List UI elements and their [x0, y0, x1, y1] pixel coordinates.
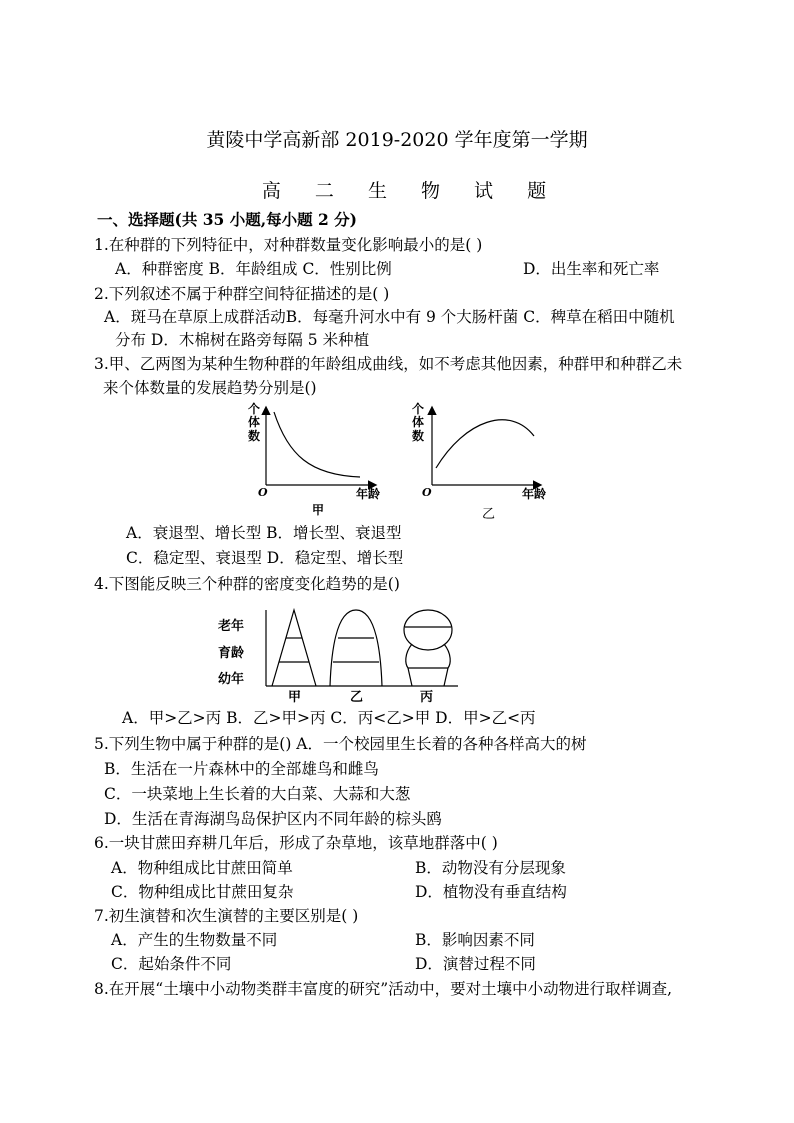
page-title: 黄陵中学高新部 2019-2020 学年度第一学期	[206, 129, 588, 151]
q4-figure	[212, 600, 472, 706]
label-old: 老年	[218, 619, 245, 634]
q7-stem: 7.初生演替和次生演替的主要区别是( )	[94, 907, 359, 925]
graph-yi	[412, 401, 546, 522]
q6-stem: 6.一块甘蔗田弃耕几年后，形成了杂草地，该草地群落中( )	[94, 834, 498, 852]
y-label-ti: 体	[248, 415, 261, 429]
y-label-ge: 个	[412, 402, 425, 416]
y-label-ti: 体	[412, 415, 425, 429]
q6-option-c: C．物种组成比甘蔗田复杂	[111, 883, 294, 901]
page-subtitle: 高 二 生 物 试 题	[261, 180, 561, 202]
pyramid-bing	[404, 610, 452, 686]
y-label-shu: 数	[412, 429, 425, 443]
origin-label: O	[258, 486, 268, 499]
curve-yi	[436, 420, 534, 468]
q2-options-line1: A．斑马在草原上成群活动B．每毫升河水中有 9 个大肠杆菌 C．稗草在稻田中随机	[104, 308, 675, 326]
q2-stem: 2.下列叙述不属于种群空间特征描述的是( )	[94, 285, 390, 303]
q3-stem-line1: 3.甲、乙两图为某种生物种群的年龄组成曲线，如不考虑其他因素，种群甲和种群乙未	[94, 355, 683, 373]
q5-option-c: C．一块菜地上生长着的大白菜、大蒜和大葱	[104, 785, 411, 803]
q3-options-cd: C．稳定型、衰退型 D．稳定型、增长型	[126, 549, 404, 567]
pyramid-yi	[330, 610, 382, 686]
origin-label: O	[422, 486, 432, 499]
curve-jia	[274, 412, 360, 477]
q1-options-abc: A．种群密度 B．年龄组成 C．性别比例	[115, 260, 392, 278]
graph-name-yi: 乙	[482, 507, 496, 522]
q1-option-d: D．出生率和死亡率	[523, 260, 660, 278]
label-young: 幼年	[218, 672, 245, 687]
q4-options: A．甲>乙>丙 B．乙>甲>丙 C．丙<乙>甲 D．甲>乙<丙	[122, 709, 536, 727]
q5-option-d: D．生活在青海湖鸟岛保护区内不同年龄的棕头鸥	[104, 810, 442, 828]
q3-stem-line2: 来个体数量的发展趋势分别是()	[103, 379, 317, 397]
name-jia: 甲	[288, 690, 302, 705]
graph-jia	[248, 401, 380, 517]
label-reproductive: 育龄	[218, 646, 245, 661]
q6-option-d: D．植物没有垂直结构	[415, 883, 567, 901]
q1-stem: 1.在种群的下列特征中，对种群数量变化影响最小的是( )	[94, 236, 483, 254]
q4-stem: 4.下图能反映三个种群的密度变化趋势的是()	[94, 575, 400, 593]
x-label-age: 年龄	[522, 487, 547, 501]
q5-option-b: B．生活在一片森林中的全部雄鸟和雌鸟	[104, 760, 379, 778]
y-label-ge: 个	[248, 402, 261, 416]
q7-option-a: A．产生的生物数量不同	[111, 931, 278, 949]
y-label-shu: 数	[248, 429, 261, 443]
q6-option-a: A．物种组成比甘蔗田简单	[111, 859, 293, 877]
q3-figure	[240, 400, 580, 525]
name-yi: 乙	[350, 690, 364, 705]
x-label-age: 年龄	[356, 487, 381, 501]
q7-option-b: B．影响因素不同	[415, 931, 535, 949]
pyramid-jia	[272, 610, 316, 686]
q7-option-c: C．起始条件不同	[111, 955, 232, 973]
q8-stem: 8.在开展“土壤中小动物类群丰富度的研究”活动中，要对土壤中小动物进行取样调查,	[94, 980, 673, 998]
q5-stem: 5.下列生物中属于种群的是() A．一个校园里生长着的各种各样高大的树	[94, 735, 587, 753]
graph-name-jia: 甲	[312, 503, 325, 517]
q2-options-line2: 分布 D．木棉树在路旁每隔 5 米种植	[115, 331, 370, 349]
name-bing: 丙	[420, 690, 434, 705]
section-heading: 一、选择题(共 35 小题,每小题 2 分)	[97, 210, 358, 229]
q7-option-d: D．演替过程不同	[415, 955, 536, 973]
q3-options-ab: A．衰退型、增长型 B．增长型、衰退型	[126, 524, 402, 542]
q6-option-b: B．动物没有分层现象	[415, 859, 566, 877]
